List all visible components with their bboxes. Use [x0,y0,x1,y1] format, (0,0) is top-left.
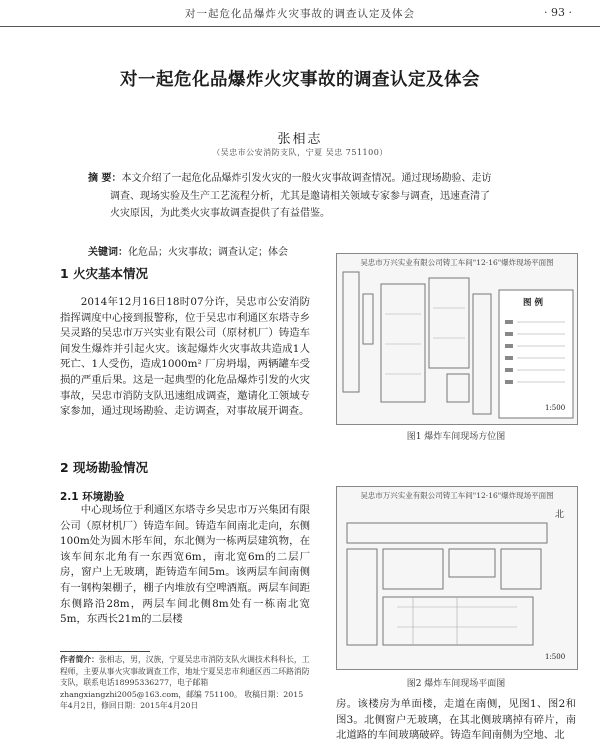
author-name: 张相志 [277,132,323,147]
figure-1-site-plan [336,253,578,425]
section-2-1-paragraph-continued: 房。该楼房为单面楼，走道在南侧，见图1、图2和图3。北侧窗户无玻璃，在其北侧玻璃掉有碎片，南北道路的车间玻璃破碎。铸造车间南侧为空地、北 [336,698,576,742]
figure-1-scale: 1:500 [545,404,566,412]
figure-1-caption: 图1 爆炸车间现场方位图 [406,432,506,442]
author-footnote [60,654,310,712]
figure-2-floor-plan [336,486,578,670]
footnote-divider [60,651,150,652]
section-1-heading: 1 火灾基本情况 [60,266,149,281]
footnote-label: 作者简介： [60,655,99,664]
article-title: 对一起危化品爆炸火灾事故的调查认定及体会 [120,70,480,90]
keywords-label: 关键词： [88,247,128,258]
running-title: 对一起危化品爆炸火灾事故的调查认定及体会 [185,8,415,20]
abstract-line-1: 本文介绍了一起危化品爆炸引发火灾的一般火灾事故调查情况。通过现场勘验、走访 [121,173,492,184]
section-2-heading: 2 现场勘验情况 [60,460,149,475]
section-1-paragraph: 2014年12月16日18时07分许，吴忠市公安消防指挥调度中心接到报警称，位于吴忠市利通区东塔寺乡吴灵路的吴忠市万兴实业有限公司（原材机厂）铸造车间发生爆炸并引起火灾。该起爆炸火灾事故共造成1人死亡、1人受伤，造成1000m² 厂房坍塌，两辆罐车受损的严重后果。这是一起典型的化危品爆炸引发的火灾事故，吴忠市消防支队迅速组成调查，邀请化工领域专家参加，通过现场勘验、走访调查，对事故展开调查。 [60,296,310,418]
figure-2-north-label: 北 [555,510,565,520]
figure-1-drawing [337,254,577,424]
abstract-line-2: 调查、现场实验及生产工艺流程分析，尤其是邀请相关领域专家参与调查，迅速查清了 [110,190,490,202]
author-affiliation: （吴忠市公安消防支队，宁夏 吴忠 751100） [212,148,388,157]
section-2-1-paragraph: 中心现场位于利通区东塔寺乡吴忠市万兴集团有限公司（原材机厂）铸造车间。铸造车间南北走向，东侧100m处为圆木彤车间，东北侧为一栋两层建筑物，在该车间东北角有一东西宽6m，南北宽6m的二层厂房，窗户上无玻璃，距铸造车间5m。该两层车间南侧有一钢构架棚子，棚子内堆放有空啤酒瓶。两层车间距东侧路沿28m，两层车间北侧8m处有一栋南北宽5m，东西长21m的二层楼 [60,504,310,626]
abstract [88,170,528,223]
figure-2-caption: 图2 爆炸车间现场平面图 [406,679,506,689]
footnote-text: 张相志，男，汉族，宁夏吴忠市消防支队火调技术科科长，工程师，主要从事火灾事故调查工作，地址宁夏吴忠市利通区西二环路消防支队，联系电话18995336277，电子邮箱 zhangxiangzhi2005@163.com，邮编 751100。 收稿日期：2015年4月2日，修回日期：2015年4月20日 [60,655,310,711]
figure-1-legend-title: 图 例 [523,298,543,308]
section-2-1-heading: 2.1 环境勘验 [60,491,125,503]
figure-2-plan-title: 吴忠市万兴实业有限公司铸工车间"12·16"爆炸现场平面图 [360,491,554,500]
abstract-label: 摘 要： [88,173,122,184]
figure-2-drawing [337,487,577,669]
figure-1-plan-title: 吴忠市万兴实业有限公司铸工车间"12·16"爆炸现场平面图 [360,258,554,267]
keywords-text: 化危品；火灾事故；调查认定；体会 [128,247,288,258]
figure-2-scale: 1:500 [545,653,566,661]
page-number: · 93 · [544,6,572,19]
abstract-line-3: 火灾原因，为此类火灾事故调查提供了有益借鉴。 [110,208,330,219]
